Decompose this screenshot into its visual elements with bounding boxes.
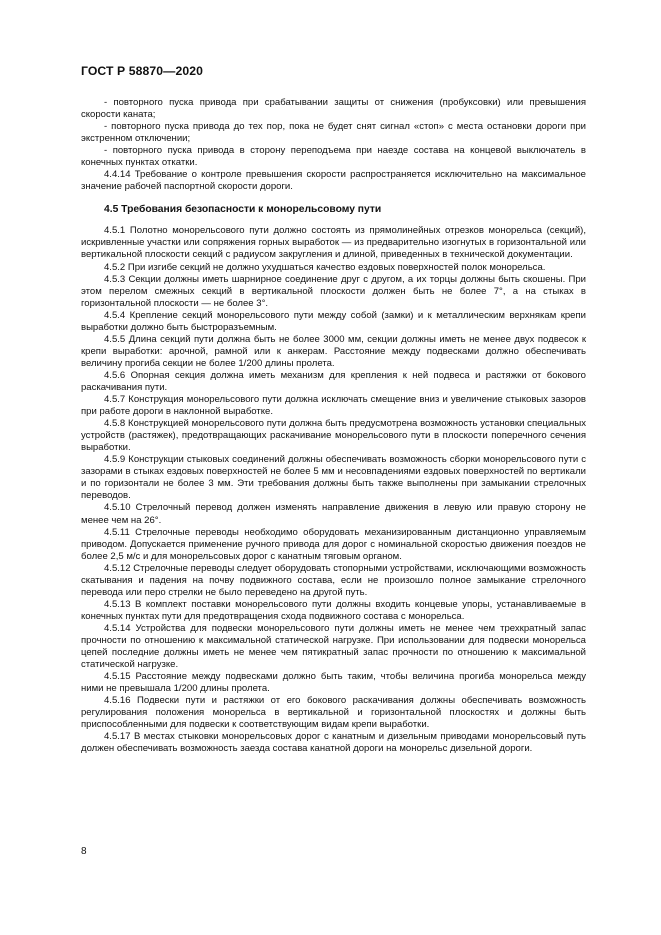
paragraph: 4.5.15 Расстояние между подвесками должно быть таким, чтобы величина прогиба монорельса между ними не превышала 1/200 длины пролета. [81, 671, 586, 695]
paragraph: 4.5.11 Стрелочные переводы необходимо оборудовать механизированным дистанционно управляемым приводом. Допускается применение ручного привода для дорог с номинальной скоростью движения поездов не более 2,5 м/с и для монорельсовых дорог с канатным тяговым органом. [81, 526, 586, 562]
paragraph: 4.5.7 Конструкция монорельсового пути должна исключать смещение вниз и увеличение стыковых зазоров при работе дороги в наклонной выработке. [81, 394, 586, 418]
paragraph: 4.5.4 Крепление секций монорельсового пути между собой (замки) и к металлическим верхнякам крепи выработки должно быть быстроразъемным. [81, 309, 586, 333]
paragraph: - повторного пуска привода при срабатывании защиты от снижения (пробуксовки) или превышения скорости каната; [81, 97, 586, 121]
page-number: 8 [81, 846, 87, 857]
paragraph: 4.5.14 Устройства для подвески монорельсового пути должны иметь не менее чем трехкратный запас прочности по отношению к максимальной статической нагрузке. При использовании для подвески монорельса цепей последние должны иметь не менее чем пятикратный запас прочности по отношению к максимальной статической нагрузке. [81, 622, 586, 671]
paragraph: 4.5.1 Полотно монорельсового пути должно состоять из прямолинейных отрезков монорельса (секций), искривленные участки или сопряжения горных выработок — из предварительно изогнутых в горизонтальной или вертикальной плоскости секций с радиусом закругления и длиной, приведенных в технической документации. [81, 225, 586, 261]
section-title: 4.5 Требования безопасности к монорельсовому пути [104, 204, 382, 216]
standard-header: ГОСТ Р 58870—2020 [81, 64, 203, 78]
paragraph: 4.5.2 При изгибе секций не должно ухудшаться качество ездовых поверхностей полок монорельса. [104, 261, 546, 273]
paragraph: 4.5.9 Конструкции стыковых соединений должны обеспечивать возможность сборки монорельсового пути с зазорами в стыках ездовых поверхностей не более 5 мм и несовпадениями ездовых поверхностей по вертикали и по горизонтали не более 3 мм. Эти требования должны быть также выполнены при замыкании стрелочных переводов. [81, 454, 586, 502]
paragraph: 4.5.8 Конструкцией монорельсового пути должна быть предусмотрена возможность установки специальных устройств (растяжек), предотвращающих раскачивание монорельсового пути в плоскости поперечного сечения выработки. [81, 418, 586, 454]
paragraph: 4.4.14 Требование о контроле превышения скорости распространяется исключительно на максимальное значение рабочей паспортной скорости дороги. [81, 169, 586, 193]
paragraph: 4.5.6 Опорная секция должна иметь механизм для крепления к ней подвеса и растяжки от бокового раскачивания пути. [81, 369, 586, 393]
paragraph: 4.5.17 В местах стыковки монорельсовых дорог с канатным и дизельным приводами монорельсовый путь должен обеспечивать возможность заезда состава канатной дороги на монорельс дизельной дороги. [81, 731, 586, 755]
paragraph: - повторного пуска привода в сторону переподъема при наезде состава на концевой выключатель в конечных пунктах откатки. [81, 145, 586, 169]
paragraph: - повторного пуска привода до тех пор, пока не будет снят сигнал «стоп» с места остановки дороги при экстренном отключении; [81, 121, 586, 145]
paragraph: 4.5.13 В комплект поставки монорельсового пути должны входить концевые упоры, устанавливаемые в конечных пунктах пути для предотвращения схода подвижного состава с монорельса. [81, 598, 586, 622]
document-body [81, 97, 586, 755]
paragraph: 4.5.5 Длина секций пути должна быть не более 3000 мм, секции должны иметь не менее двух подвесок к крепи выработки: арочной, рамной или к анкерам. Расстояние между подвесками должно обеспечивать величину прогиба секции не более 1/200 длины пролета. [81, 333, 586, 369]
paragraph: 4.5.3 Секции должны иметь шарнирное соединение друг с другом, а их торцы должны быть скошены. При этом перелом смежных секций в вертикальной плоскости должен быть не более 7°, а на стыках в горизонтальной плоскости — не более 3°. [81, 273, 586, 309]
paragraph: 4.5.12 Стрелочные переводы следует оборудовать стопорными устройствами, исключающими возможность скатывания и падения на почву подвижного состава, если не произошло полное замыкание стрелочного перевода или перо стрелки не было переведено на другой путь. [81, 562, 586, 598]
paragraph: 4.5.10 Стрелочный перевод должен изменять направление движения в левую или правую сторону не менее чем на 26°. [81, 502, 586, 526]
paragraph: 4.5.16 Подвески пути и растяжки от его бокового раскачивания должны обеспечивать возможность регулирования положения монорельса в вертикальной и горизонтальной плоскостях и должны быть приспособленными для подвески к соответствующим видам крепи выработки. [81, 695, 586, 731]
